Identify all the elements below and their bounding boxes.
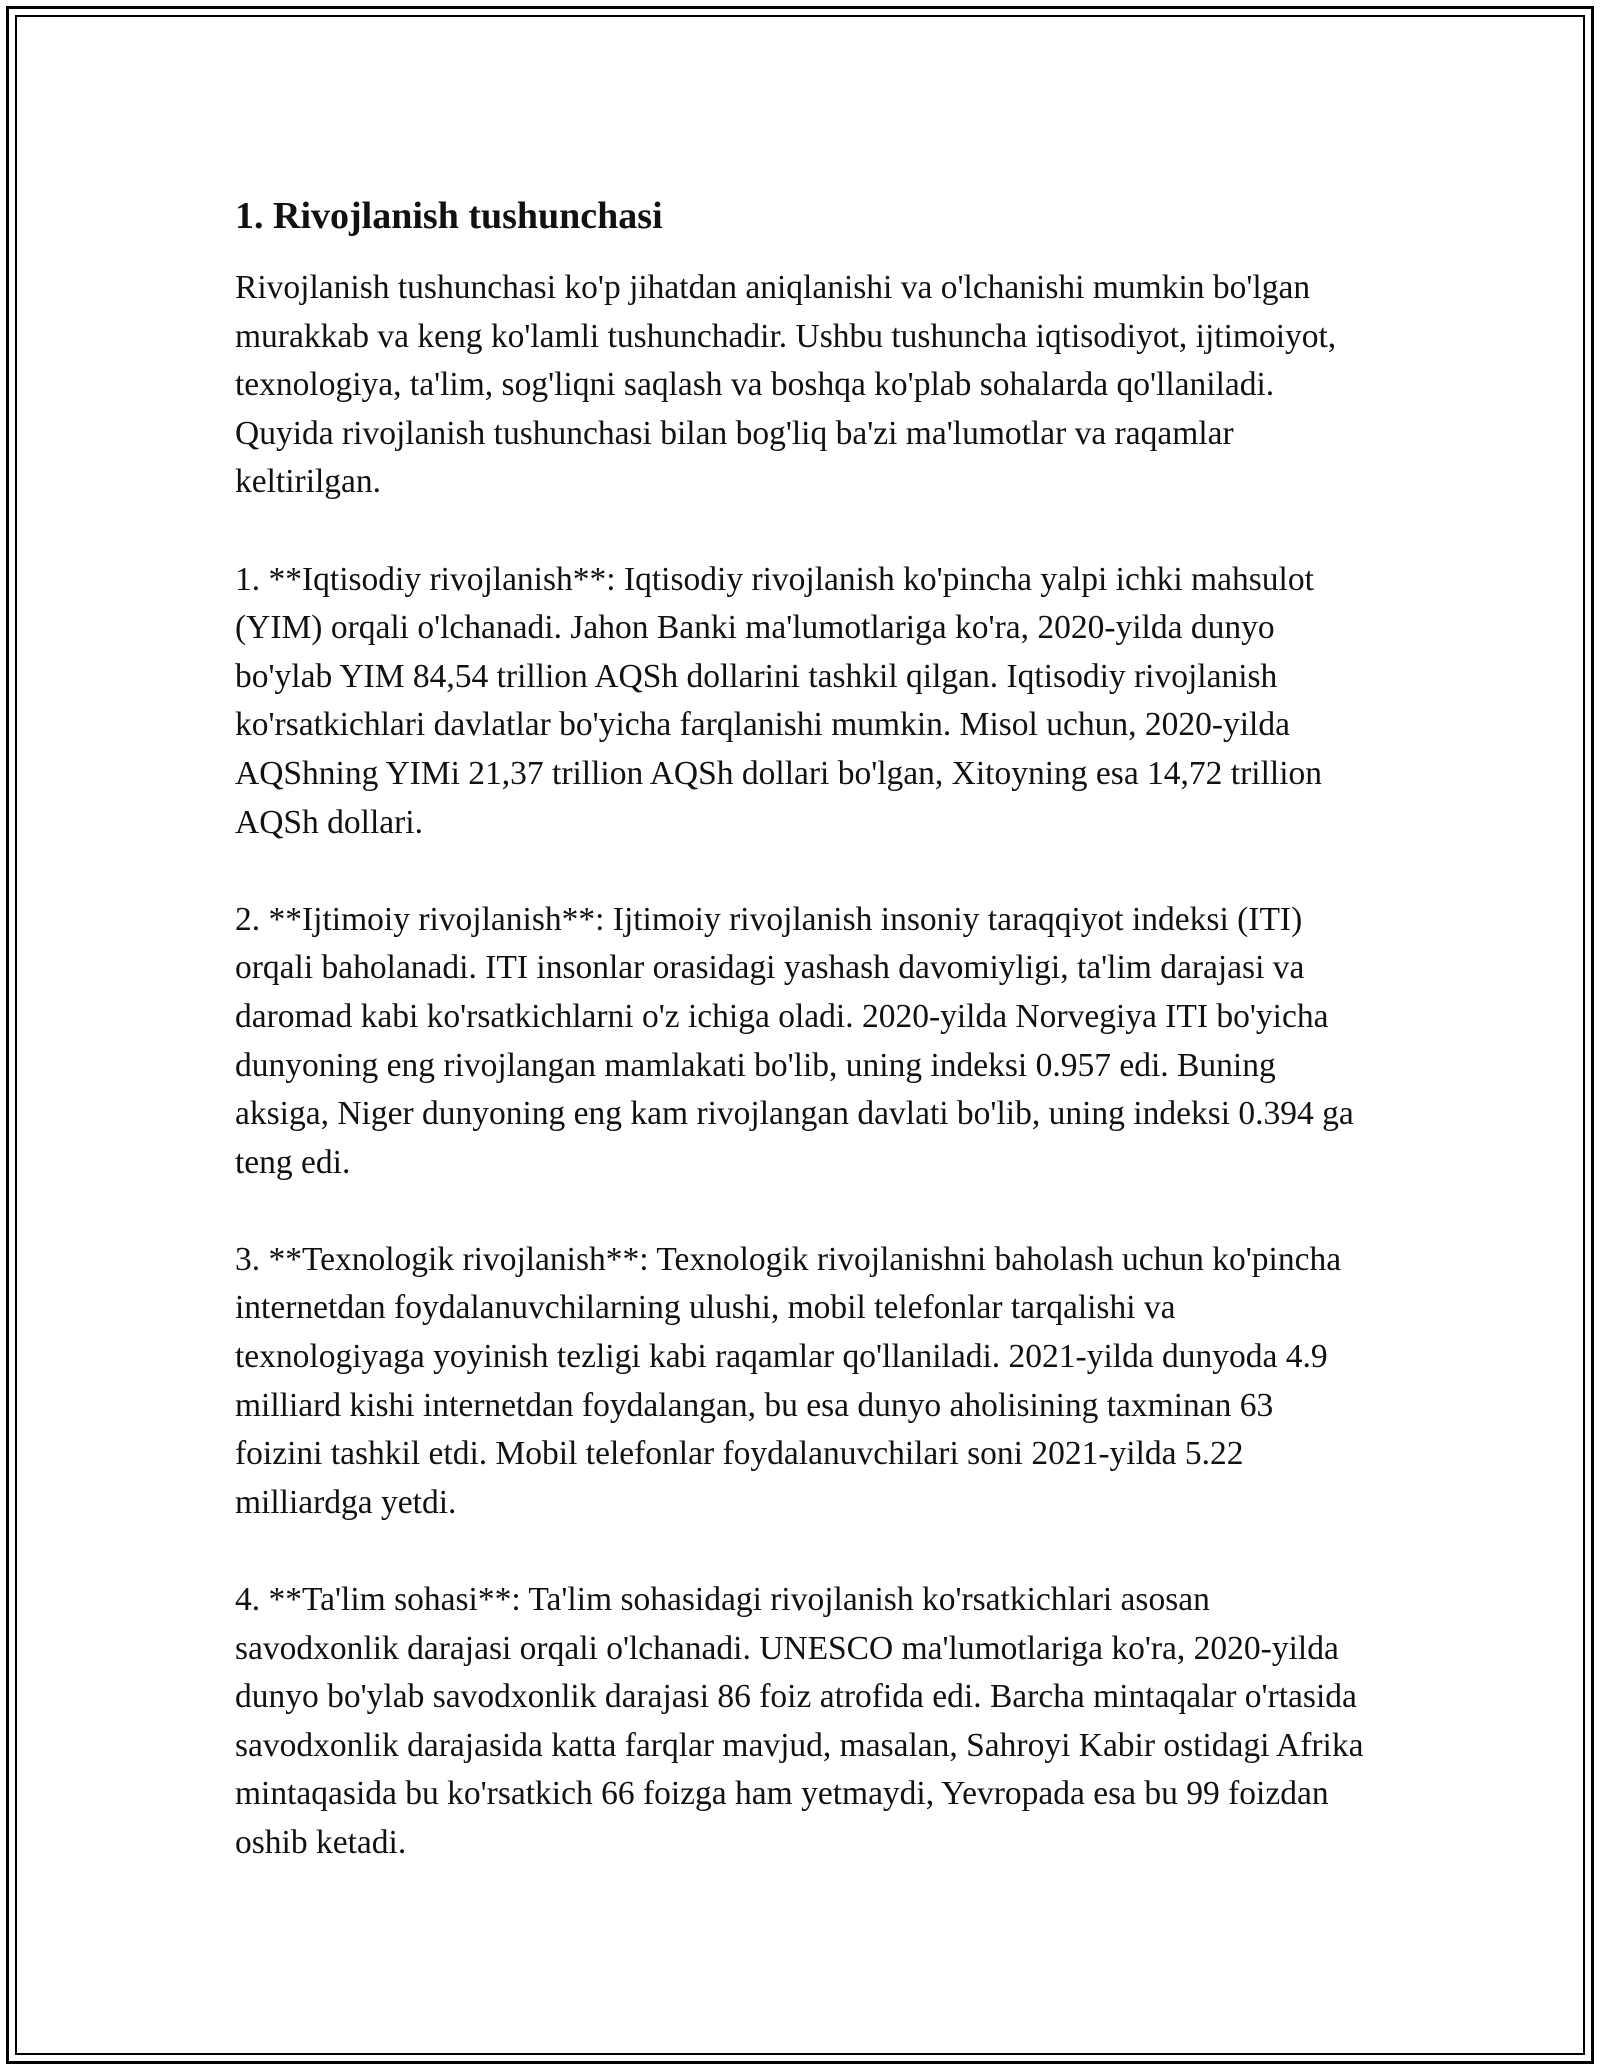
education-paragraph: 4. **Ta'lim sohasi**: Ta'lim sohasidagi rivojlanish ko'rsatkichlari asosan savodxonlik darajasi orqali o'lchanadi. UNESCO ma'lumotlariga ko'ra, 2020-yilda dunyo bo'ylab savodxonlik darajasi 86 foiz atrofida edi. Barcha mintaqalar o'rtasida savodxonlik darajasida katta farqlar mavjud, masalan, Sahroyi Kabir ostidagi Afrika mintaqasida bu ko'rsatkich 66 foizga ham yetmaydi, Yevropada esa bu 99 foizdan oshib ketadi.	[235, 1581, 1364, 1861]
economic-development-paragraph: 1. **Iqtisodiy rivojlanish**: Iqtisodiy rivojlanish ko'pincha yalpi ichki mahsulot (YIM) orqali o'lchanadi. Jahon Banki ma'lumotlariga ko'ra, 2020-yilda dunyo bo'ylab YIM 84,54 trillion AQSh dollarini tashkil qilgan. Iqtisodiy rivojlanish ko'rsatkichlari davlatlar bo'yicha farqlanishi mumkin. Misol uchun, 2020-yilda AQShning YIMi 21,37 trillion AQSh dollari bo'lgan, Xitoyning esa 14,72 trillion AQSh dollari.	[235, 560, 1322, 841]
document-body	[235, 192, 1365, 1868]
section-heading: 1. Rivojlanish tushunchasi	[235, 195, 663, 237]
technological-development-paragraph: 3. **Texnologik rivojlanish**: Texnologik rivojlanishni baholash uchun ko'pincha internetdan foydalanuvchilarning ulushi, mobil telefonlar tarqalishi va texnologiyaga yoyinish tezligi kabi raqamlar qo'llaniladi. 2021-yilda dunyoda 4.9 milliard kishi internetdan foydalangan, bu esa dunyo aholisining taxminan 63 foizini tashkil etdi. Mobil telefonlar foydalanuvchilari soni 2021-yilda 5.22 milliardga yetdi.	[235, 1240, 1342, 1521]
intro-paragraph: Rivojlanish tushunchasi ko'p jihatdan aniqlanishi va o'lchanishi mumkin bo'lgan murakkab va keng ko'lamli tushunchadir. Ushbu tushuncha iqtisodiyot, ijtimoiyot, texnologiya, ta'lim, sog'liqni saqlash va boshqa ko'plab sohalarda qo'llaniladi. Quyida rivojlanish tushunchasi bilan bog'liq ba'zi ma'lumotlar va raqamlar keltirilgan.	[235, 269, 1337, 501]
social-development-paragraph: 2. **Ijtimoiy rivojlanish**: Ijtimoiy rivojlanish insoniy taraqqiyot indeksi (ITI) orqali baholanadi. ITI insonlar orasidagi yashash davomiyligi, ta'lim darajasi va daromad kabi ko'rsatkichlarni o'z ichiga oladi. 2020-yilda Norvegiya ITI bo'yicha dunyoning eng rivojlangan mamlakati bo'lib, uning indeksi 0.957 edi. Buning aksiga, Niger dunyoning eng kam rivojlangan davlati bo'lib, uning indeksi 0.394 ga teng edi.	[235, 900, 1354, 1181]
